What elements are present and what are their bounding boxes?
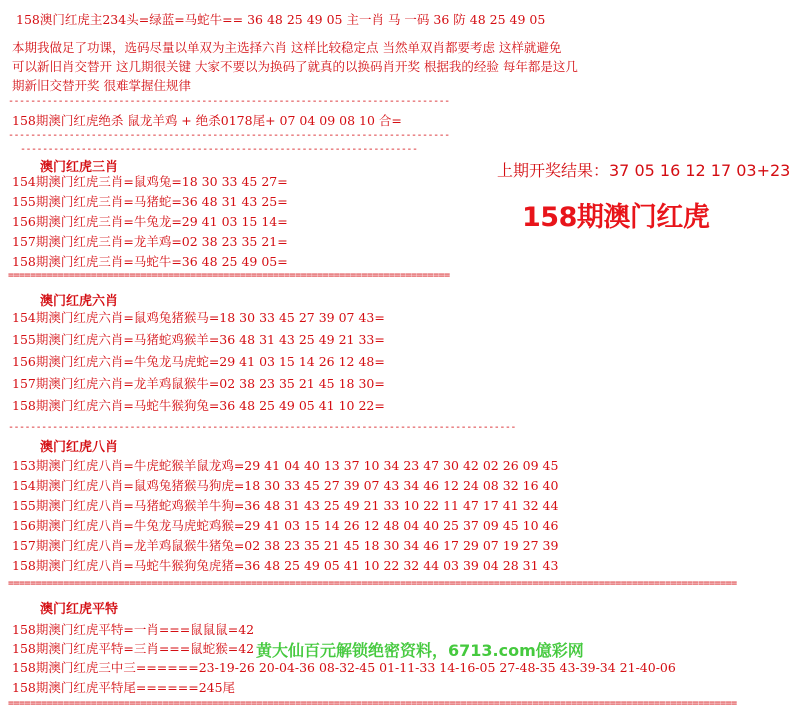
six-row: 157期澳门红虎六肖=龙羊鸡鼠猴牛=02 38 23 35 21 45 18 30=	[12, 376, 385, 391]
big-title: 158期澳门红虎	[522, 202, 710, 233]
eight-row: 154期澳门红虎八肖=鼠鸡兔猪猴马狗虎=18 30 33 45 27 39 07 43 34 46 12 24 08 32 16 40	[12, 478, 559, 493]
three-row: 157期澳门红虎三肖=龙羊鸡=02 38 23 35 21=	[12, 234, 288, 249]
separator: --------------------------------------------------------------------------------	[8, 132, 450, 140]
eight-row: 158期澳门红虎八肖=马蛇牛猴狗兔虎猪=36 48 25 49 05 41 10 22 32 44 03 39 04 28 31 43	[12, 558, 559, 573]
eight-row: 153期澳门红虎八肖=牛虎蛇猴羊鼠龙鸡=29 41 04 40 13 37 10 34 23 47 30 42 02 26 09 45	[12, 458, 559, 473]
section-title-special: 澳门红虎平特	[40, 602, 119, 617]
three-row: 156期澳门红虎三肖=牛兔龙=29 41 03 15 14=	[12, 214, 288, 229]
header-summary-line: 158澳门红虎主234头=绿蓝=马蛇牛== 36 48 25 49 05 主一肖 马 一码 36 防 48 25 49 05	[16, 12, 546, 27]
separator-double: ================================================================================	[8, 272, 450, 280]
section-title-three: 澳门红虎三肖	[40, 160, 119, 175]
separator: ------------------------------------------------------------------------	[20, 146, 418, 154]
separator-double: ====================================================================================================================================	[8, 580, 737, 588]
section-title-six: 澳门红虎六肖	[40, 294, 119, 309]
six-row: 155期澳门红虎六肖=马猪蛇鸡猴羊=36 48 31 43 25 49 21 33=	[12, 332, 385, 347]
intro-line-1: 本期我做足了功课，选码尽量以单双为主选择六肖 这样比较稳定点 当然单双肖都要考虑 这样就避免	[12, 40, 562, 55]
watermark-text: 黄大仙百元解锁绝密资料，6713.com億彩网	[256, 641, 584, 660]
six-row: 158期澳门红虎六肖=马蛇牛猴狗兔=36 48 25 49 05 41 10 22=	[12, 398, 385, 413]
kill-line: 158期澳门红虎绝杀 鼠龙羊鸡 + 绝杀0178尾+ 07 04 09 08 10 合=	[12, 113, 402, 128]
three-row: 158期澳门红虎三肖=马蛇牛=36 48 25 49 05=	[12, 254, 288, 269]
separator-double: ====================================================================================================================================	[8, 700, 737, 708]
intro-line-3: 期新旧交替开奖 很难掌握住规律	[12, 78, 191, 93]
special-row: 158期澳门红虎平特=三肖===鼠蛇猴=42	[12, 641, 255, 656]
special-row: 158期澳门红虎平特=一肖===鼠鼠鼠=42	[12, 622, 255, 637]
three-row: 155期澳门红虎三肖=马猪蛇=36 48 31 43 25=	[12, 194, 288, 209]
six-row: 156期澳门红虎六肖=牛兔龙马虎蛇=29 41 03 15 14 26 12 48=	[12, 354, 385, 369]
intro-line-2: 可以新旧肖交替开 这几期很关键 大家不要以为换码了就真的以换码肖开奖 根据我的经验 每年都是这几	[12, 59, 578, 74]
section-title-eight: 澳门红虎八肖	[40, 440, 119, 455]
special-row: 158期澳门红虎三中三======23-19-26 20-04-36 08-32-45 01-11-33 14-16-05 27-48-35 43-39-34 21-40-06	[12, 660, 676, 675]
eight-row: 155期澳门红虎八肖=马猪蛇鸡猴羊牛狗=36 48 31 43 25 49 21 33 10 22 11 47 17 41 32 44	[12, 498, 559, 513]
three-row: 154期澳门红虎三肖=鼠鸡兔=18 30 33 45 27=	[12, 174, 288, 189]
separator: --------------------------------------------------------------------------------------------	[8, 424, 516, 432]
special-row: 158期澳门红虎平特尾======245尾	[12, 680, 236, 695]
eight-row: 157期澳门红虎八肖=龙羊鸡鼠猴牛猪兔=02 38 23 35 21 45 18 30 34 46 17 29 07 19 27 39	[12, 538, 559, 553]
last-draw-result: 上期开奖结果：37 05 16 12 17 03+23	[497, 161, 791, 180]
separator: --------------------------------------------------------------------------------	[8, 98, 450, 106]
eight-row: 156期澳门红虎八肖=牛兔龙马虎蛇鸡猴=29 41 03 15 14 26 12 48 04 40 25 37 09 45 10 46	[12, 518, 559, 533]
six-row: 154期澳门红虎六肖=鼠鸡兔猪猴马=18 30 33 45 27 39 07 43=	[12, 310, 385, 325]
